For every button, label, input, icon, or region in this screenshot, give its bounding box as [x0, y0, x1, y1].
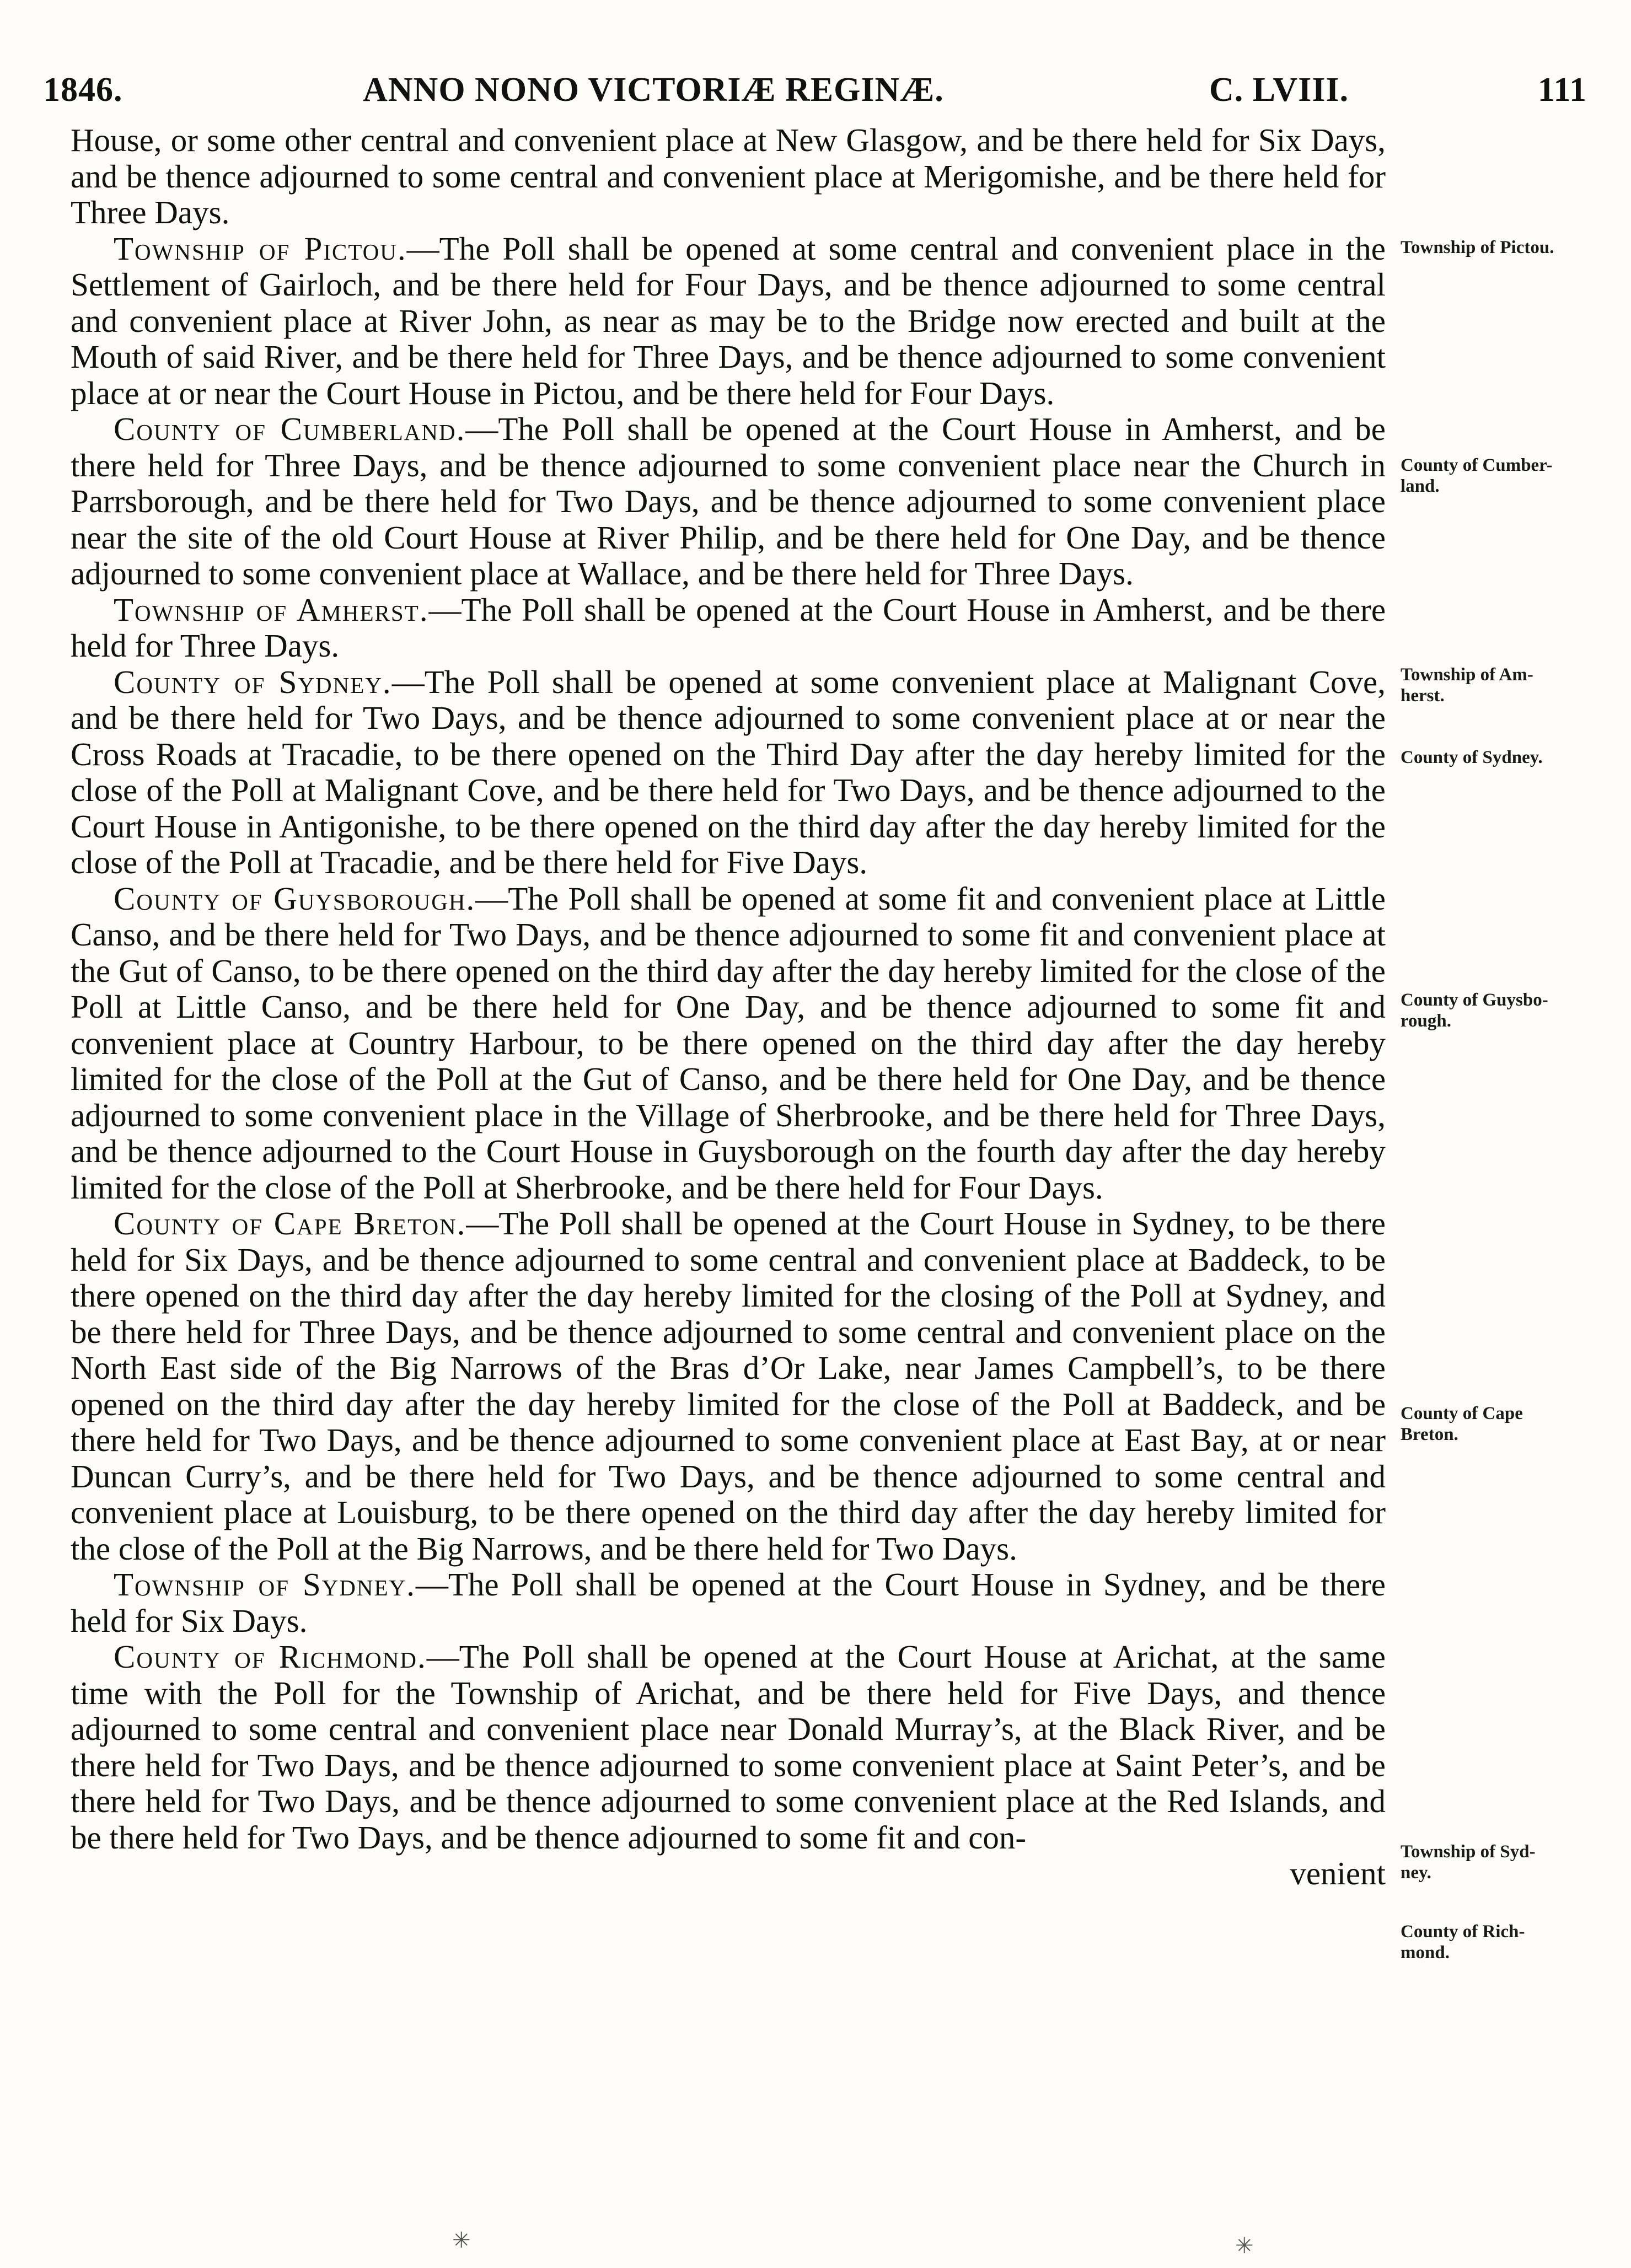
paragraph-lead: County of Cumberland. [114, 411, 466, 447]
paragraph-text: —The Poll shall be opened at some convenient place at Malignant Cove, and be there held for Two Days, and be thence adjourned to some convenient place at or near the Cross Roads at Tracadie, to be there opened on the Third Day after the day hereby limited for the close of the Poll at Malignant Cove, and be there held for Two Days, and be thence adjourned to the Court House in Antigonishe, to be there opened on the third day after the day hereby limited for the close of the Poll at Tracadie, and be there held for Five Days. [71, 663, 1386, 880]
running-header [43, 71, 1587, 120]
paragraph-county-of-cape-breton [71, 1206, 1386, 1567]
body-text [71, 122, 1386, 1892]
margin-note-county-of-cape-breton: County of Cape Breton. [1401, 1404, 1523, 1444]
paragraph-continuation [71, 122, 1386, 231]
paragraph-county-of-richmond [71, 1639, 1386, 1856]
paragraph-text: —The Poll shall be opened at the Court House at Arichat, at the same time with the Poll for the Township of Arichat, and be there held for Five Days, and thence adjourned to some central and convenient place near Donald Murray’s, at the Black River, and be there held for Two Days, and be thence adjourned to some convenient place at Saint Peter’s, and be there held for Two Days, and be thence adjourned to some convenient place at the Red Islands, and be there held for Two Days, and be thence adjourned to some fit and con- [71, 1638, 1386, 1856]
margin-note-county-of-sydney: County of Sydney. [1401, 748, 1543, 767]
paragraph-lead: County of Guysborough. [114, 880, 476, 917]
paragraph-text: —The Poll shall be opened at some central and convenient place in the Settlement of Gairloch, and be there held for Four Days, and be thence adjourned to some central and convenient place at River John, as near as may be to the Bridge now erected and built at the Mouth of said River, and be there held for Three Days, and be thence adjourned to some convenient place at or near the Court House in Pictou, and be there held for Four Days. [71, 230, 1386, 411]
paragraph-text: —The Poll shall be opened at the Court House in Amherst, and be there held for Three Days. [71, 591, 1386, 664]
margin-note-county-of-cumberland: County of Cumber- land. [1401, 455, 1553, 496]
paragraph-text: —The Poll shall be opened at some fit and convenient place at Little Canso, and be there held for Two Days, and be thence adjourned to some fit and convenient place at the Gut of Canso, to be there opened on the third day after the day hereby limited for the close of the Poll at Little Canso, and be there held for One Day, and be thence adjourned to some fit and convenient place at Country Harbour, to be there opened on the third day after the day hereby limited for the close of the Poll at the Gut of Canso, and be there held for One Day, and be thence adjourned to some convenient place in the Village of Sherbrooke, and be there held for Three Days, and be thence adjourned to the Court House in Guysborough on the fourth day after the day hereby limited for the close of the Poll at Sherbrooke, and be there held for Four Days. [71, 880, 1386, 1206]
margin-note-township-of-pictou: Township of Pictou. [1401, 238, 1554, 257]
margin-note-township-of-sydney: Township of Syd- ney. [1401, 1842, 1536, 1883]
printer-ornament-icon: ✳ [452, 2228, 471, 2253]
paragraph-county-of-guysborough [71, 881, 1386, 1206]
paragraph-county-of-cumberland [71, 411, 1386, 592]
paragraph-lead: County of Sydney. [114, 663, 392, 700]
margin-note-county-of-richmond: County of Rich- mond. [1401, 1922, 1525, 1963]
paragraph-text: House, or some other central and convenient place at New Glasgow, and be there held for Six Days, and be thence adjourned to some central and convenient place at Merigomishe, and be there held for Three Days. [71, 122, 1386, 230]
margin-note-county-of-guysborough: County of Guysbo- rough. [1401, 990, 1548, 1031]
margin-note-township-of-amherst: Township of Am- herst. [1401, 665, 1533, 706]
paragraph-lead: Township of Amherst. [114, 591, 429, 628]
header-year: 1846. [43, 71, 123, 109]
paragraph-lead: Township of Pictou. [114, 230, 407, 267]
page-number: 111 [1537, 71, 1587, 109]
paragraph-text: —The Poll shall be opened at the Court House in Sydney, and be there held for Six Days. [71, 1566, 1386, 1639]
paragraph-text: —The Poll shall be opened at the Court House in Sydney, to be there held for Six Days, and be thence adjourned to some central and convenient place at Baddeck, to be there opened on the third day after the day hereby limited for the closing of the Poll at Sydney, and be there held for Three Days, and be thence adjourned to some central and convenient place on the North East side of the Big Narrows of the Bras d’Or Lake, near James Campbell’s, to be there opened on the third day after the day hereby limited for the close of the Poll at Baddeck, and be there held for Two Days, and be thence adjourned to some convenient place at East Bay, at or near Duncan Curry’s, and be there held for Two Days, and be thence adjourned to some central and convenient place at Louisburg, to be there opened on the third day after the day hereby limited for the close of the Poll at the Big Narrows, and be there held for Two Days. [71, 1205, 1386, 1567]
paragraph-county-of-sydney [71, 664, 1386, 881]
header-title: ANNO NONO VICTORIÆ REGINÆ. [363, 71, 944, 109]
paragraph-lead: County of Richmond. [114, 1638, 427, 1675]
paragraph-township-of-amherst [71, 592, 1386, 664]
paragraph-township-of-sydney [71, 1567, 1386, 1639]
paragraph-lead: County of Cape Breton. [114, 1205, 466, 1242]
header-chapter: C. LVIII. [1209, 71, 1349, 109]
printer-ornament-icon: ✳ [1235, 2233, 1254, 2258]
paragraph-text: —The Poll shall be opened at the Court House in Amherst, and be there held for Three Days, and be thence adjourned to some convenient place near the Church in Parrsborough, and be there held for Two Days, and be thence adjourned to some convenient place near the site of the old Court House at River Philip, and be there held for One Day, and be thence adjourned to some convenient place at Wallace, and be there held for Three Days. [71, 411, 1386, 592]
paragraph-lead: Township of Sydney. [114, 1566, 416, 1603]
paragraph-township-of-pictou [71, 231, 1386, 412]
catchword: venient [1290, 1855, 1386, 1891]
